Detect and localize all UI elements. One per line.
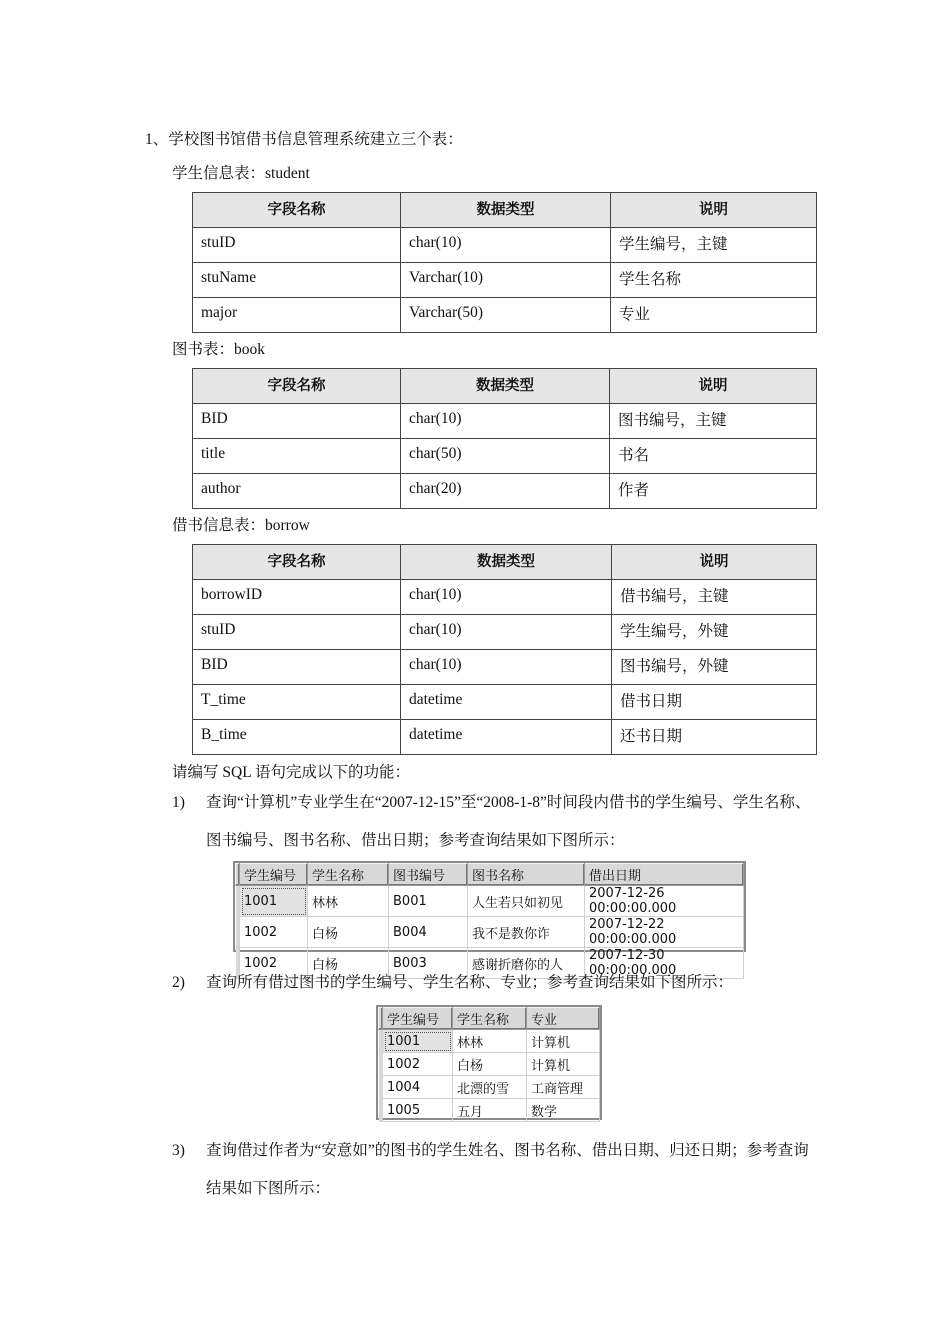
grid-cell: 1004 <box>383 1076 453 1099</box>
grid-cell: 白杨 <box>308 948 389 979</box>
table-cell: char(10) <box>401 615 612 650</box>
table-caption-book: 图书表：book <box>172 341 266 358</box>
grid-row <box>379 1099 600 1122</box>
section-heading: 1、学校图书馆借书信息管理系统建立三个表： <box>145 131 463 148</box>
table-cell: datetime <box>401 720 612 755</box>
grid-row <box>236 917 744 948</box>
table-row <box>193 580 817 615</box>
grid-cell: 人生若只如初见 <box>468 886 585 917</box>
table-row <box>193 650 817 685</box>
table-cell: 专业 <box>611 298 817 333</box>
table-cell: title <box>193 439 401 474</box>
column-header: 数据类型 <box>401 193 611 228</box>
grid-row <box>379 1076 600 1099</box>
table-cell: char(10) <box>401 228 611 263</box>
table-cell: datetime <box>401 685 612 720</box>
column-header: 说明 <box>611 193 817 228</box>
table-cell: stuID <box>193 615 401 650</box>
question-number: 2) <box>172 974 185 991</box>
table-row <box>193 474 817 509</box>
grid-cell: 五月 <box>453 1099 527 1122</box>
book-schema-table <box>192 368 817 509</box>
table-cell: 学生编号，主键 <box>611 228 817 263</box>
table-header-row <box>193 545 817 580</box>
table-cell: BID <box>193 404 401 439</box>
question-text: 查询借过作者为“安意如”的图书的学生姓名、图书名称、借出日期、归还日期；参考查询结果如下图所示： <box>206 1142 809 1197</box>
table-row <box>193 685 817 720</box>
grid-row <box>236 886 744 917</box>
grid-column-header: 学生编号 <box>240 864 308 886</box>
table-caption-borrow: 借书信息表：borrow <box>172 517 310 534</box>
table-cell: char(10) <box>401 580 612 615</box>
column-header: 说明 <box>612 545 817 580</box>
borrow-schema-table <box>192 544 817 755</box>
table-cell: borrowID <box>193 580 401 615</box>
grid-column-header: 学生名称 <box>453 1008 527 1030</box>
table-cell: Varchar(10) <box>401 263 611 298</box>
table-cell: B_time <box>193 720 401 755</box>
table-cell: 还书日期 <box>612 720 817 755</box>
grid-cell: 1002 <box>240 948 308 979</box>
column-header: 字段名称 <box>193 193 401 228</box>
grid-cell: 1001 <box>240 886 308 917</box>
grid-cell: 1005 <box>383 1099 453 1122</box>
table-row <box>193 720 817 755</box>
query-result-grid-2 <box>376 1005 602 1120</box>
table-cell: 学生名称 <box>611 263 817 298</box>
grid-cell: 1002 <box>383 1053 453 1076</box>
grid-cell: 2007-12-26 00:00:00.000 <box>585 886 744 917</box>
table-cell: char(10) <box>401 404 610 439</box>
table-cell: major <box>193 298 401 333</box>
table-cell: stuName <box>193 263 401 298</box>
table-cell: Varchar(50) <box>401 298 611 333</box>
grid-cell: B001 <box>389 886 468 917</box>
table-cell: 图书编号，主键 <box>610 404 817 439</box>
grid-cell: 1002 <box>240 917 308 948</box>
grid-column-header: 图书名称 <box>468 864 585 886</box>
grid-header-row <box>236 864 744 886</box>
table-row <box>193 298 817 333</box>
grid-cell: 我不是教你诈 <box>468 917 585 948</box>
grid-cell: 2007-12-22 00:00:00.000 <box>585 917 744 948</box>
grid-cell: 1001 <box>383 1030 453 1053</box>
table-header-row <box>193 193 817 228</box>
table-cell: char(50) <box>401 439 610 474</box>
grid-cell: 林林 <box>308 886 389 917</box>
table-row <box>193 263 817 298</box>
table-cell: stuID <box>193 228 401 263</box>
table-cell: 作者 <box>610 474 817 509</box>
table-cell: T_time <box>193 685 401 720</box>
grid-column-header: 图书编号 <box>389 864 468 886</box>
question-text: 查询所有借过图书的学生编号、学生名称、专业；参考查询结果如下图所示： <box>206 974 734 991</box>
grid-cell: B004 <box>389 917 468 948</box>
table-cell: char(10) <box>401 650 612 685</box>
table-caption-student: 学生信息表：student <box>172 165 310 182</box>
grid-row <box>379 1053 600 1076</box>
column-header: 字段名称 <box>193 545 401 580</box>
grid-cell: 计算机 <box>527 1053 600 1076</box>
grid-column-header: 学生编号 <box>383 1008 453 1030</box>
table-row <box>193 439 817 474</box>
table-cell: BID <box>193 650 401 685</box>
table-cell: 借书编号，主键 <box>612 580 817 615</box>
grid-cell: 北漂的雪 <box>453 1076 527 1099</box>
grid-column-header: 学生名称 <box>308 864 389 886</box>
table-row <box>193 615 817 650</box>
grid-cell: 工商管理 <box>527 1076 600 1099</box>
grid-cell: 计算机 <box>527 1030 600 1053</box>
student-schema-table <box>192 192 817 333</box>
table-cell: char(20) <box>401 474 610 509</box>
grid-cell: 白杨 <box>308 917 389 948</box>
grid-cell: 林林 <box>453 1030 527 1053</box>
grid-column-header: 借出日期 <box>585 864 744 886</box>
table-cell: 借书日期 <box>612 685 817 720</box>
grid-cell: 2007-12-30 00:00:00.000 <box>585 948 744 979</box>
table-row <box>193 228 817 263</box>
grid-cell: 数学 <box>527 1099 600 1122</box>
grid-row <box>379 1030 600 1053</box>
query-result-grid-1 <box>233 861 746 978</box>
table-cell: 图书编号，外键 <box>612 650 817 685</box>
question-number: 1) <box>172 794 185 811</box>
grid-cell: 感谢折磨你的人 <box>468 948 585 979</box>
table-cell: author <box>193 474 401 509</box>
column-header: 字段名称 <box>193 369 401 404</box>
grid-header-row <box>379 1008 600 1030</box>
table-cell: 学生编号，外键 <box>612 615 817 650</box>
question-text: 查询“计算机”专业学生在“2007-12-15”至“2008-1-8”时间段内借书的学生编号、学生名称、图书编号、图书名称、借出日期；参考查询结果如下图所示： <box>206 794 811 849</box>
grid-column-header: 专业 <box>527 1008 600 1030</box>
column-header: 数据类型 <box>401 545 612 580</box>
table-header-row <box>193 369 817 404</box>
question-number: 3) <box>172 1142 185 1159</box>
column-header: 数据类型 <box>401 369 610 404</box>
instruction-text: 请编写 SQL 语句完成以下的功能： <box>172 764 410 781</box>
table-row <box>193 404 817 439</box>
grid-cell: B003 <box>389 948 468 979</box>
column-header: 说明 <box>610 369 817 404</box>
table-cell: 书名 <box>610 439 817 474</box>
grid-cell: 白杨 <box>453 1053 527 1076</box>
